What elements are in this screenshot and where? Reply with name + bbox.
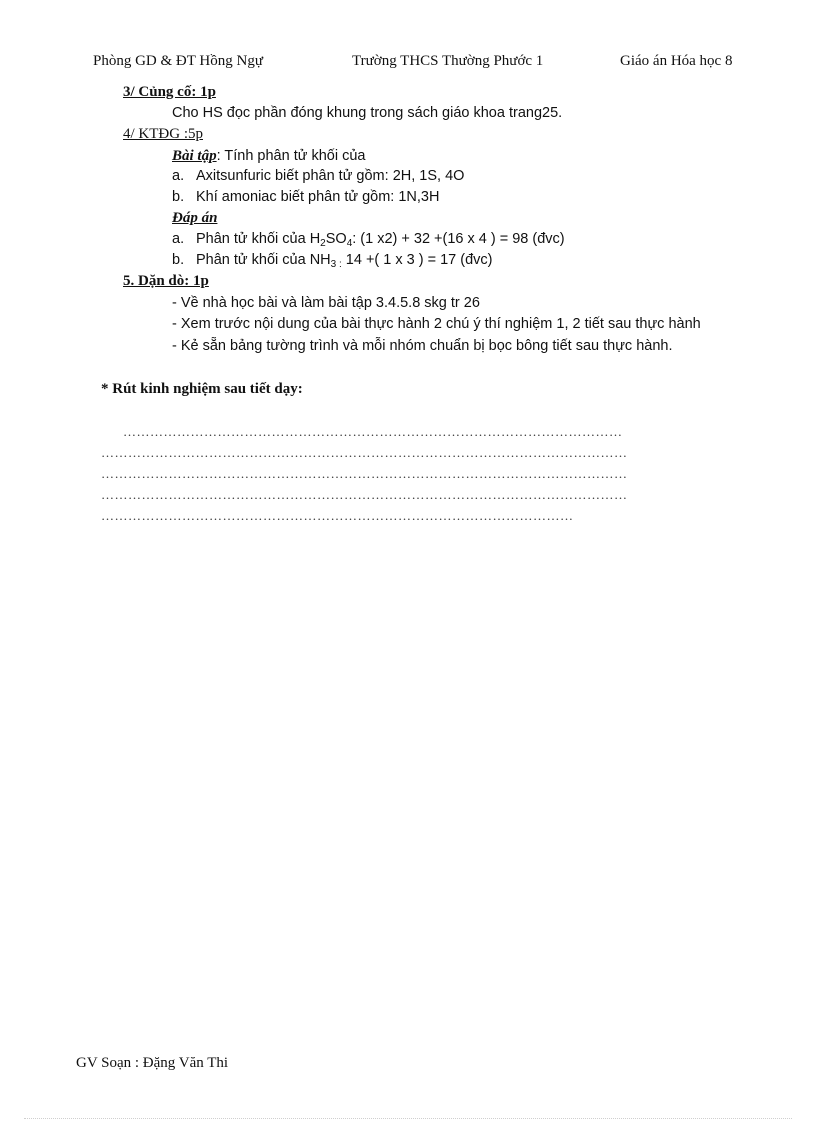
list-item-text: Khí amoniac biết phân tử gồm: 1N,3H: [196, 189, 440, 205]
list-marker: b.: [172, 252, 185, 268]
answer-label: Đáp án: [172, 210, 218, 226]
dotted-line: …………………………………………………………………………………………………: [123, 424, 623, 439]
footer-author: GV Soạn : Đặng Văn Thi: [76, 1055, 229, 1071]
dotted-line: ………………………………………………………………………………………………………: [101, 466, 628, 481]
reflection-heading: * Rút kinh nghiệm sau tiết dạy:: [101, 381, 303, 397]
list-item: [172, 189, 440, 205]
page-bottom-rule: [24, 1118, 792, 1119]
dotted-line: ………………………………………………………………………………………………………: [101, 445, 628, 460]
exercise-text: : Tính phân tử khối của: [216, 148, 366, 164]
answer-item: [172, 231, 565, 249]
exercise-label: Bài tập: [172, 148, 217, 164]
answer-text: Phân tử khối của $H_2SO_4$: (1 x2) + 32 +(16 x 4 ) = 98 (đvc): [196, 231, 565, 249]
header-left: Phòng GD & ĐT Hồng Ngự: [93, 53, 263, 69]
list-item: [172, 168, 465, 184]
homework-line: - Về nhà học bài và làm bài tập 3.4.5.8 skg tr 26: [172, 295, 480, 311]
section5-heading: 5. Dặn dò: 1p: [123, 273, 209, 289]
dotted-line: ……………………………………………………………………………………………: [101, 508, 574, 523]
header-center: Trường THCS Thường Phước 1: [352, 53, 544, 69]
header-right: Giáo án Hóa học 8: [620, 53, 733, 69]
exercise-line: [172, 147, 366, 165]
dotted-line: ………………………………………………………………………………………………………: [101, 487, 628, 502]
homework-line: - Xem trước nội dung của bài thực hành 2 chú ý thí nghiệm 1, 2 tiết sau thực hành: [172, 316, 701, 332]
list-marker: a.: [172, 168, 185, 184]
homework-line: - Kẻ sẵn bảng tường trình và mỗi nhóm chuẩn bị bọc bông tiết sau thực hành.: [172, 338, 673, 354]
answer-item: [172, 252, 493, 270]
section3-line: Cho HS đọc phần đóng khung trong sách giáo khoa trang25.: [172, 105, 563, 121]
list-item-text: Axitsunfuric biết phân tử gồm: 2H, 1S, 4O: [196, 168, 465, 184]
list-marker: a.: [172, 231, 185, 247]
answer-text: Phân tử khối của $NH_{3 :}$ 14 +( 1 x 3 ) = 17 (đvc): [196, 252, 493, 270]
list-marker: b.: [172, 189, 185, 205]
section3-heading: 3/ Củng cố: 1p: [123, 84, 216, 100]
section4-heading: 4/ KTĐG :5p: [123, 126, 203, 142]
